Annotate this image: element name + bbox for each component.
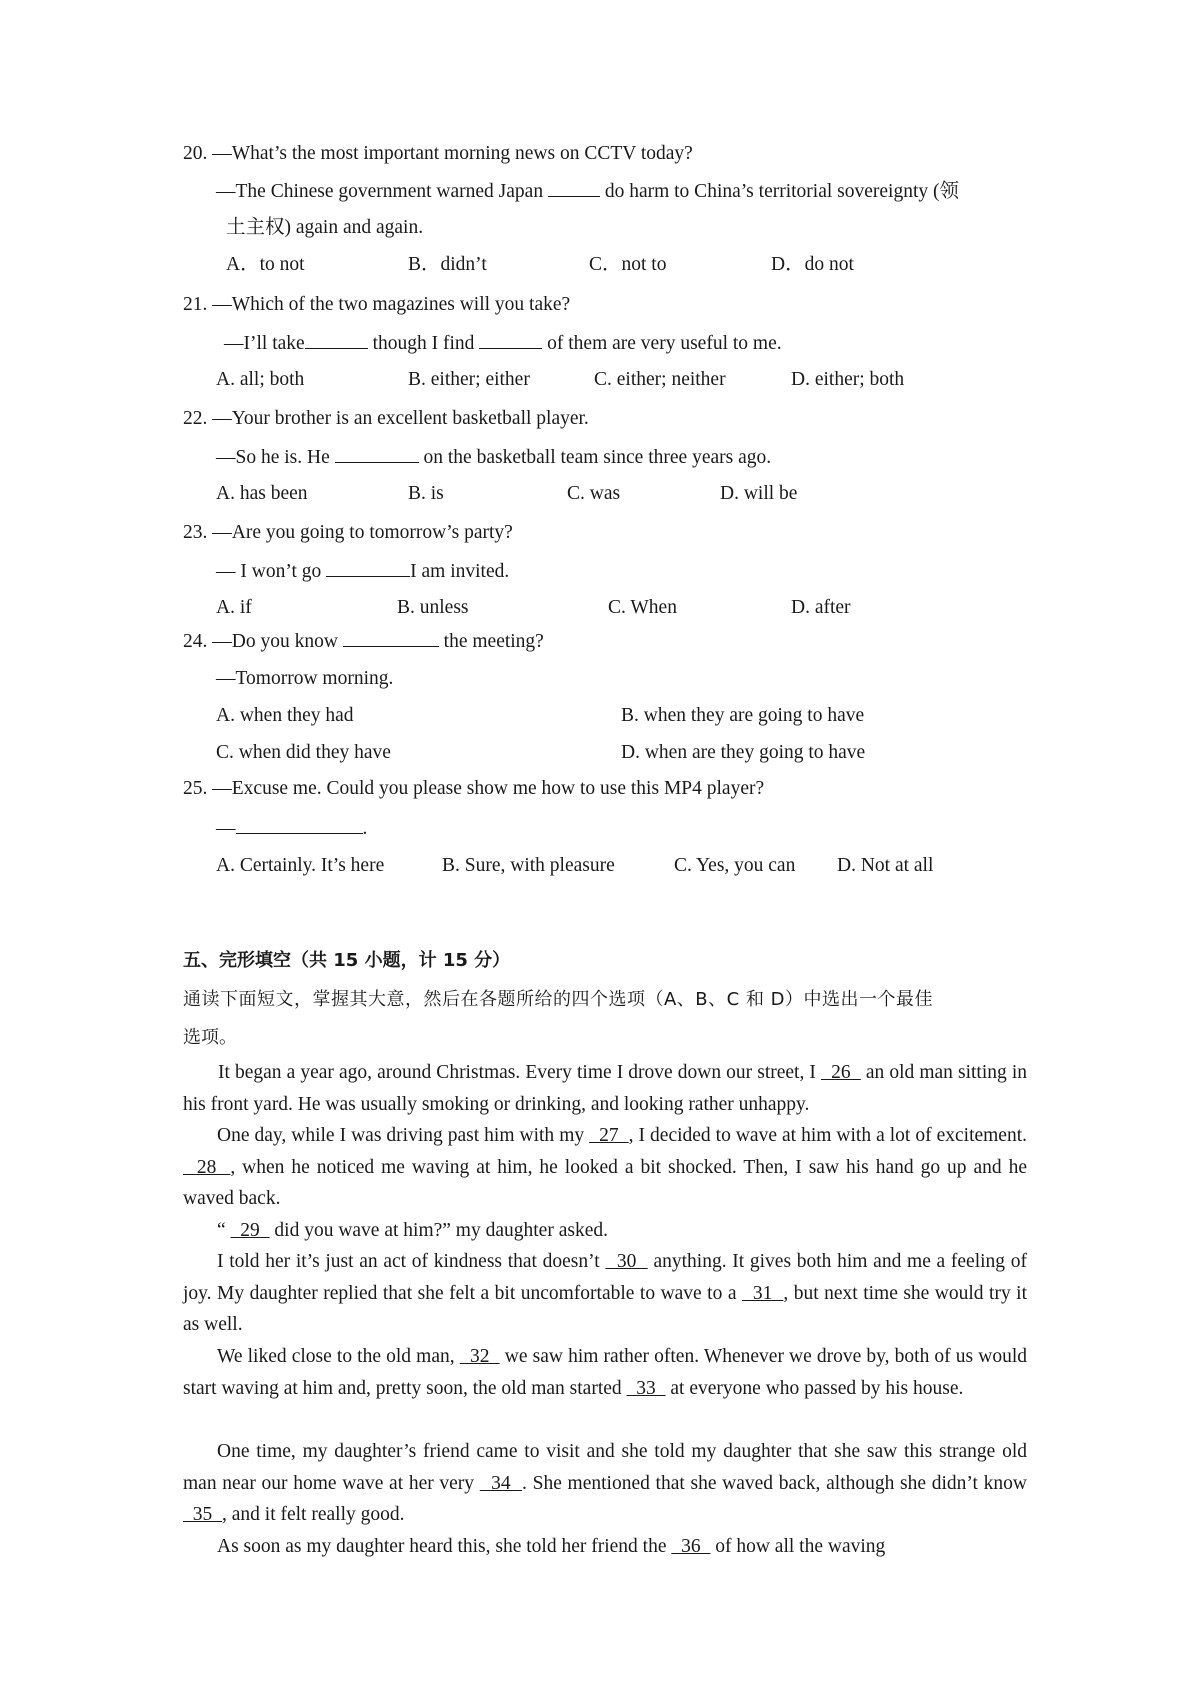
section-heading: 五、完形填空（共 15 小题，计 15 分） — [183, 950, 511, 971]
question-21-reply: —I’ll take though I find of them are very useful to me. — [224, 330, 782, 357]
option-b: B．didn’t — [408, 254, 487, 275]
cloze-blank-31: 31 — [741, 1282, 784, 1304]
cloze-paragraph-1: It began a year ago, around Christmas. Every time I drove down our street, I 26 an old man sitting in his front yard. He was usually smoking or drinking, and looking rather unhappy. — [183, 1062, 1028, 1115]
option-b: B. either; either — [408, 369, 530, 390]
option-d: D. Not at all — [837, 855, 934, 876]
question-21-prompt: 21. —Which of the two magazines will you take? — [183, 294, 571, 315]
question-22-prompt: 22. —Your brother is an excellent basketball player. — [183, 408, 589, 429]
option-a: A. Certainly. It’s here — [216, 855, 385, 876]
cloze-blank-28: 28 — [183, 1156, 231, 1178]
cloze-paragraph-6: One time, my daughter’s friend came to visit and she told my daughter that she saw this strange old man near our home wave at her very 34 . She mentioned that she waved back, although she didn’t know 35 , and it felt really good. — [183, 1441, 1027, 1526]
cloze-blank-27: 27 — [589, 1125, 629, 1146]
answer-blank — [335, 444, 419, 463]
cloze-blank-36: 36 — [671, 1536, 711, 1557]
answer-blank — [548, 178, 600, 197]
option-d: D. after — [791, 597, 851, 618]
cloze-paragraph-2: One day, while I was driving past him with my 27 , I decided to wave at him with a lot of excitement. 28 , when he noticed me waving at him, he looked a bit shocked. Then, I saw his hand go up and he waved back. — [183, 1125, 1028, 1210]
question-number: 20. — [183, 143, 208, 164]
question-22-reply: —So he is. He on the basketball team since three years ago. — [216, 444, 771, 471]
option-c: C. Yes, you can — [674, 855, 796, 876]
question-number: 22. — [183, 408, 208, 429]
cloze-paragraph-7: As soon as my daughter heard this, she told her friend the 36 of how all the waving — [217, 1536, 886, 1557]
option-c: C．not to — [589, 254, 667, 275]
question-number: 24. — [183, 631, 208, 652]
option-a: A. all; both — [216, 369, 305, 390]
question-23-reply: — I won’t go I am invited. — [216, 558, 509, 585]
cloze-blank-34: 34 — [479, 1472, 523, 1494]
question-number: 23. — [183, 522, 208, 543]
section-instructions-cont: 选项。 — [183, 1027, 237, 1048]
question-25-reply: — . — [216, 815, 367, 842]
cloze-paragraph-5: We liked close to the old man, 32 we saw him rather often. Whenever we drove by, both of us would start waving at him and, pretty soon, the old man started 33 at everyone who passed by his house. — [183, 1346, 1027, 1399]
option-c: C. When — [608, 597, 677, 618]
cloze-blank-32: 32 — [459, 1346, 500, 1367]
question-20-prompt: 20. —What’s the most important morning news on CCTV today? — [183, 143, 693, 164]
option-b: B. is — [408, 483, 444, 504]
option-d: D. when are they going to have — [621, 742, 866, 763]
question-number: 25. — [183, 778, 208, 799]
question-24-reply: —Tomorrow morning. — [216, 668, 394, 689]
question-number: 21. — [183, 294, 208, 315]
cloze-blank-29: 29 — [230, 1220, 270, 1241]
section-instructions: 通读下面短文，掌握其大意，然后在各题所给的四个选项（A、B、C 和 D）中选出一个最佳 — [183, 989, 934, 1010]
question-20-reply: —The Chinese government warned Japan do harm to China’s territorial sovereignty (领 — [216, 178, 959, 205]
option-b: B. unless — [397, 597, 469, 618]
question-24-prompt: 24. —Do you know the meeting? — [183, 628, 544, 655]
question-23-prompt: 23. —Are you going to tomorrow’s party? — [183, 522, 513, 543]
option-b: B. when they are going to have — [621, 705, 865, 726]
cloze-blank-26: 26 — [821, 1062, 861, 1083]
option-c: C. when did they have — [216, 742, 391, 763]
cloze-blank-33: 33 — [626, 1377, 666, 1399]
answer-blank — [326, 558, 410, 577]
option-b: B. Sure, with pleasure — [442, 855, 615, 876]
question-25-prompt: 25. —Excuse me. Could you please show me how to use this MP4 player? — [183, 778, 765, 799]
cloze-blank-35: 35 — [183, 1504, 222, 1526]
option-d: D．do not — [771, 254, 854, 275]
answer-blank — [343, 628, 439, 647]
cloze-paragraph-4: I told her it’s just an act of kindness that doesn’t 30 anything. It gives both him and me a feeling of joy. My daughter replied that she felt a bit uncomfortable to wave to a 31 , but next time she would try it as well. — [183, 1251, 1028, 1336]
option-a: A．to not — [226, 254, 305, 275]
option-d: D. either; both — [791, 369, 905, 390]
option-c: C. either; neither — [594, 369, 726, 390]
option-a: A. has been — [216, 483, 308, 504]
answer-blank — [305, 330, 368, 349]
option-a: A. when they had — [216, 705, 354, 726]
option-d: D. will be — [720, 483, 798, 504]
answer-blank — [479, 330, 542, 349]
cloze-paragraph-3: “ 29 did you wave at him?” my daughter asked. — [217, 1220, 608, 1241]
option-a: A. if — [216, 597, 252, 618]
cloze-blank-30: 30 — [605, 1251, 648, 1272]
option-c: C. was — [567, 483, 621, 504]
answer-blank — [236, 815, 363, 834]
question-20-reply-cont: 土主权) again and again. — [226, 217, 424, 238]
